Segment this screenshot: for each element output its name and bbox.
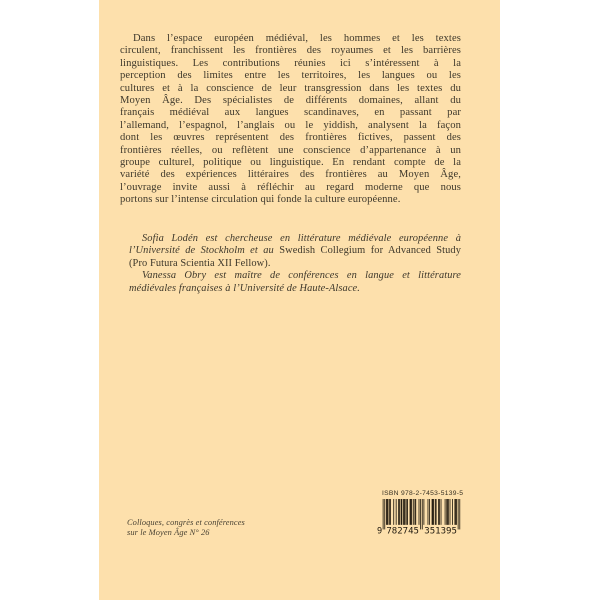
- text-segment: linguistiques. Les contributions réunies ici s’intéressent à la: [120, 57, 461, 69]
- text-line: [120, 157, 461, 169]
- svg-text:782745: 782745: [386, 526, 419, 534]
- text-line: [120, 70, 461, 82]
- svg-text:9: 9: [377, 526, 383, 534]
- text-line: [129, 258, 461, 270]
- collection-label: [127, 518, 245, 538]
- text-line: [129, 283, 461, 295]
- text-line: [120, 120, 461, 132]
- text-segment: (Pro Futura Scientia XII Fellow).: [129, 257, 271, 269]
- text-line: [120, 83, 461, 95]
- text-line: [129, 233, 461, 245]
- text-segment: dont les œuvres représentent des frontières fictives, passent des: [120, 132, 461, 144]
- text-line: [120, 132, 461, 144]
- isbn-barcode-block: [377, 490, 464, 534]
- text-segment: cultures et à la conscience de leur transgression dans les textes du: [120, 82, 461, 94]
- text-segment: groupe culturel, politique ou linguistique. En rendant compte de la: [120, 156, 461, 168]
- text-segment: l’Université de Stockholm et au: [129, 245, 280, 257]
- text-line: [120, 169, 461, 181]
- text-line: [120, 182, 461, 194]
- text-segment: Sofia Lodén est chercheuse en littérature médiévale européenne à: [142, 233, 461, 244]
- text-line: [120, 33, 461, 45]
- text-line: [120, 95, 461, 107]
- text-segment: variété des expériences littéraires des frontières au Moyen Âge,: [120, 169, 461, 181]
- text-line: [120, 45, 461, 57]
- text-line: [129, 245, 461, 257]
- text-segment: français médiéval aux langues scandinaves, en passant par: [120, 107, 461, 119]
- text-segment: Vanessa Obry est maître de conférences en langue et littérature: [142, 270, 461, 282]
- ean13-barcode: [377, 499, 461, 534]
- text-segment: médiévales françaises à l’Université de Haute-Alsace.: [129, 282, 360, 294]
- text-segment: portons sur l’intense circulation qui fonde la culture européenne.: [120, 194, 401, 206]
- text-segment: Swedish Collegium for Advanced Study: [279, 245, 461, 257]
- svg-text:351395: 351395: [424, 526, 457, 534]
- back-cover-blurb: [120, 33, 461, 206]
- text-line: [120, 58, 461, 70]
- text-segment: l’ouvrage invite aussi à réfléchir au regard moderne que nous: [120, 181, 461, 193]
- isbn-label: ISBN 978-2-7453-5139-5: [382, 490, 464, 497]
- collection-series-number: sur le Moyen Âge N° 26: [127, 527, 210, 537]
- collection-series-title: Colloques, congrès et conférences: [127, 518, 245, 527]
- text-segment: l’allemand, l’espagnol, l’anglais ou le yiddish, analysent la façon: [120, 119, 461, 131]
- author-bios: [129, 233, 461, 295]
- text-line: [129, 270, 461, 282]
- text-line: [120, 194, 461, 206]
- text-segment: circulent, franchissent les frontières des royaumes et les barrières: [120, 45, 461, 57]
- text-line: [120, 145, 461, 157]
- text-segment: Moyen Âge. Des spécialistes de différents domaines, allant du: [120, 94, 461, 106]
- text-segment: frontières réelles, ou reflètent une conscience d’appartenance à un: [120, 144, 461, 156]
- text-segment: Dans l’espace européen médiéval, les hommes et les textes: [133, 33, 461, 44]
- text-segment: perception des limites entre les territoires, les langues ou les: [120, 70, 461, 82]
- text-line: [120, 107, 461, 119]
- book-back-cover: [99, 0, 500, 600]
